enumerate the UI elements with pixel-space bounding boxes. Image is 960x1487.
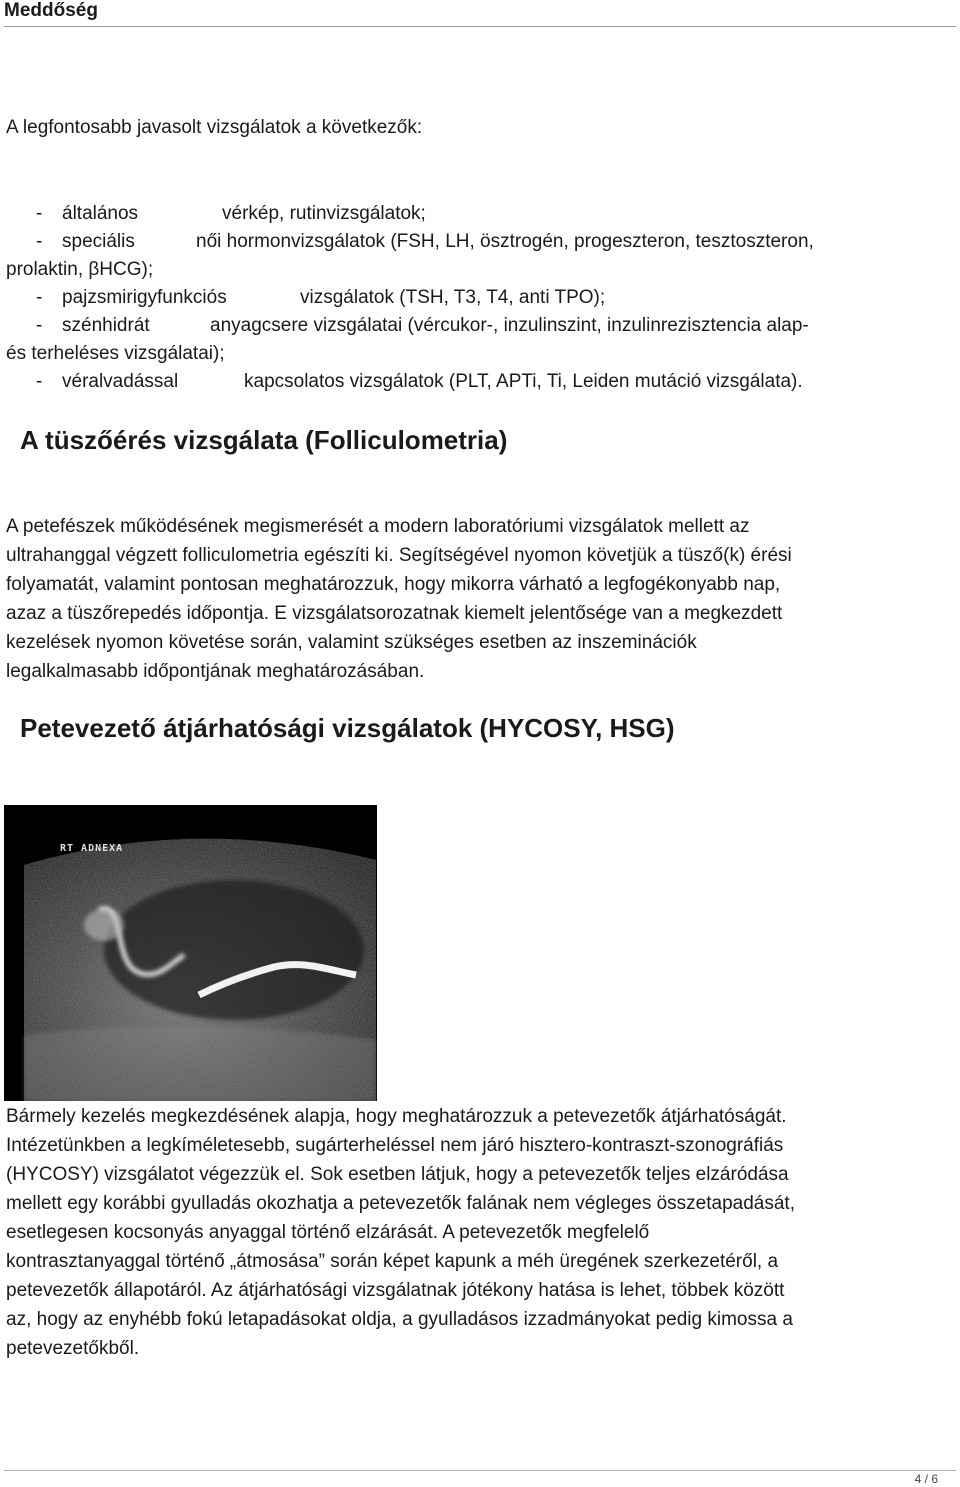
paragraph-line: legalkalmasabb időpontjának meghatározásában. <box>6 661 425 682</box>
list-term: szénhidrát <box>62 315 150 336</box>
list-item <box>6 284 946 312</box>
list-dash: - <box>36 203 43 224</box>
list-term: általános <box>62 203 139 224</box>
list-dash: - <box>36 287 43 308</box>
list-dash: - <box>36 231 43 252</box>
list-item <box>6 228 946 256</box>
paragraph-line: azaz a tüszőrepedés időpontja. E vizsgálatsorozatnak kiemelt jelentősége van a megkezdett <box>6 603 783 624</box>
tubal-patency-paragraph <box>6 1102 956 1363</box>
paragraph-line: mellett egy korábbi gyulladás okozhatja a petevezetők falának nem végleges összetapadását, <box>6 1193 795 1214</box>
paragraph-line: Intézetünkben a legkíméletesebb, sugárterheléssel nem járó hisztero-kontraszt-szonográfiás <box>6 1135 784 1156</box>
list-item <box>6 312 946 340</box>
paragraph-line: Bármely kezelés megkezdésének alapja, hogy meghatározzuk a petevezetők átjárhatóságát. <box>6 1106 787 1127</box>
list-term: speciális <box>62 231 135 252</box>
list-item <box>6 368 946 396</box>
list-text: vérkép, rutinvizsgálatok; <box>222 203 426 224</box>
paragraph-line: az, hogy az enyhébb fokú letapadásokat oldja, a gyulladásos izzadmányokat pedig kimossa a <box>6 1309 793 1330</box>
list-text: női hormonvizsgálatok (FSH, LH, ösztrogén, progeszteron, tesztoszteron, <box>196 231 814 252</box>
ultrasound-label: RT ADNEXA <box>60 843 124 854</box>
paragraph-line: kezelések nyomon követése során, valamint szükséges esetben az inszeminációk <box>6 632 697 653</box>
paragraph-line: petevezetőkből. <box>6 1338 140 1359</box>
folliculometry-heading: A tüszőérés vizsgálata (Folliculometria) <box>20 425 508 455</box>
paragraph-line: esetlegesen kocsonyás anyaggal történő elzárását. A petevezetők megfelelő <box>6 1222 650 1243</box>
paragraph-line: (HYCOSY) vizsgálatot végezzük el. Sok esetben látjuk, hogy a petevezetők teljes elzáródása <box>6 1164 789 1185</box>
list-dash: - <box>36 371 43 392</box>
list-text: kapcsolatos vizsgálatok (PLT, APTi, Ti, Leiden mutáció vizsgálata). <box>244 371 803 392</box>
paragraph-line: petevezetők állapotáról. Az átjárhatósági vizsgálatnak jótékony hatása is lehet, többek között <box>6 1280 785 1301</box>
paragraph-line: folyamatát, valamint pontosan meghatározzuk, hogy mikorra várható a legfogékonyabb nap, <box>6 574 781 595</box>
paragraph-line: kontrasztanyaggal történő „átmosása” során képet kapunk a méh üregének szerkezetéről, a <box>6 1251 779 1272</box>
list-item-continuation: prolaktin, βHCG); <box>6 259 154 280</box>
tubal-patency-heading: Petevezető átjárhatósági vizsgálatok (HYCOSY, HSG) <box>20 713 675 743</box>
page-title: Meddőség <box>4 0 98 21</box>
intro-text: A legfontosabb javasolt vizsgálatok a következők: <box>6 117 423 138</box>
paragraph-line: ultrahanggal végzett folliculometria egészíti ki. Segítségével nyomon követjük a tüsző(k) érési <box>6 545 792 566</box>
footer-divider <box>4 1470 956 1471</box>
list-item-continuation: és terheléses vizsgálatai); <box>6 343 225 364</box>
exam-list <box>6 200 946 396</box>
ultrasound-image <box>4 805 377 1101</box>
list-text: anyagcsere vizsgálatai (vércukor-, inzulinszint, inzulinrezisztencia alap- <box>210 315 809 336</box>
paragraph-line: A petefészek működésének megismerését a modern laboratóriumi vizsgálatok mellett az <box>6 516 750 537</box>
page-number: 4 / 6 <box>914 1472 938 1486</box>
list-term: pajzsmirigyfunkciós <box>62 287 227 308</box>
list-dash: - <box>36 315 43 336</box>
list-item <box>6 200 946 228</box>
folliculometry-paragraph <box>6 512 956 686</box>
header-divider <box>4 26 956 27</box>
list-text: vizsgálatok (TSH, T3, T4, anti TPO); <box>300 287 606 308</box>
list-term: véralvadással <box>62 371 179 392</box>
